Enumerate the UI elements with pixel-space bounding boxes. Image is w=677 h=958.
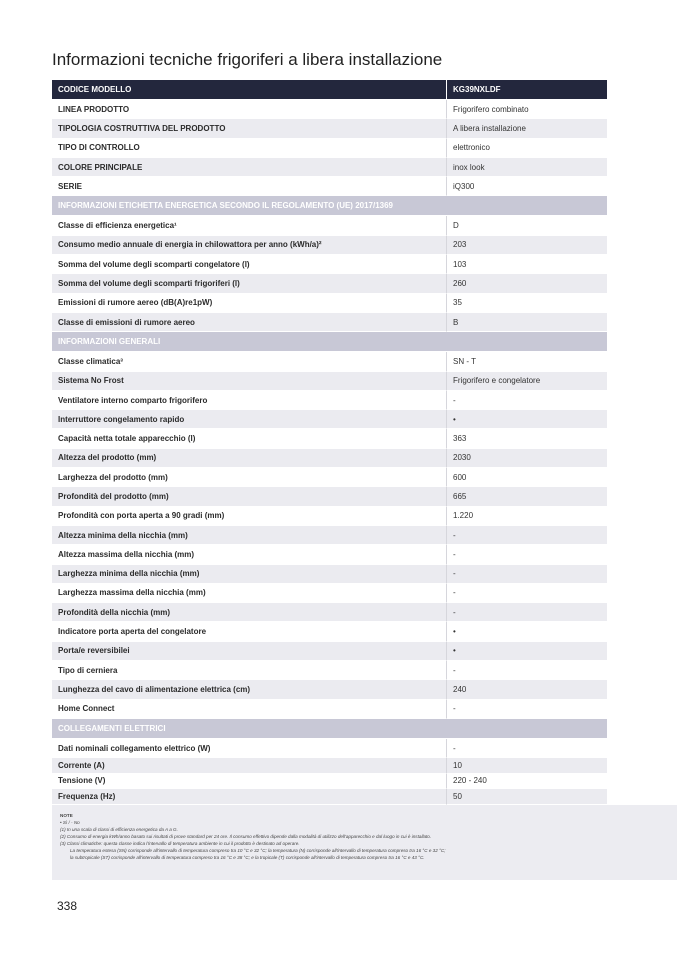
row-value: 103 — [446, 255, 607, 274]
row-value: - — [446, 661, 607, 680]
table-row — [52, 391, 607, 410]
table-row — [52, 487, 607, 506]
table-row — [52, 468, 607, 487]
row-label: Frequenza (Hz) — [52, 789, 446, 805]
table-row — [52, 545, 607, 564]
table-row — [52, 622, 607, 641]
page-title: Informazioni tecniche frigoriferi a libera installazione — [52, 50, 443, 69]
row-label: Tipo di cerniera — [52, 661, 446, 680]
table-row — [52, 603, 607, 622]
table-row — [52, 758, 607, 774]
table-row — [52, 507, 607, 526]
table-row — [52, 789, 607, 805]
row-value: - — [446, 391, 607, 410]
row-value: Frigorifero e congelatore — [446, 372, 607, 391]
table-row — [52, 774, 607, 790]
table-row — [52, 700, 607, 719]
table-row — [52, 216, 607, 235]
row-value: D — [446, 216, 607, 235]
table-row — [52, 139, 607, 158]
note-line: (1) In una scala di classi di efficienza energetica da A a G. — [60, 827, 178, 832]
table-row — [52, 429, 607, 448]
row-value: iQ300 — [446, 177, 607, 196]
row-value: 260 — [446, 274, 607, 293]
row-value: 240 — [446, 680, 607, 699]
row-label: Profondità del prodotto (mm) — [52, 487, 446, 506]
notes-box — [52, 805, 677, 880]
table-row — [52, 372, 607, 391]
row-value: elettronico — [446, 139, 607, 158]
table-row — [52, 565, 607, 584]
row-value: - — [446, 584, 607, 603]
table-row — [52, 294, 607, 313]
row-label: Larghezza minima della nicchia (mm) — [52, 565, 446, 584]
row-label: Altezza massima della nicchia (mm) — [52, 545, 446, 564]
row-label: Somma del volume degli scomparti congelatore (l) — [52, 255, 446, 274]
row-value: Frigorifero combinato — [446, 100, 607, 119]
table-row — [52, 158, 607, 177]
row-value: - — [446, 565, 607, 584]
notes-title: NOTE — [60, 813, 73, 818]
table-header-row — [52, 80, 607, 100]
row-value: A libera installazione — [446, 119, 607, 138]
row-label: Classe di emissioni di rumore aereo — [52, 313, 446, 332]
row-label: Profondità della nicchia (mm) — [52, 603, 446, 622]
note-line-indented: la subtropicale (ST) corrisponde all'intervallo di temperatura compreso tra 16 °C e 38 °C; e la tropicale (T) corrisponde all'intervallo di temperatura compreso tra 16 °C e 43 °C. — [70, 855, 425, 860]
table-row — [52, 584, 607, 603]
row-value: 35 — [446, 294, 607, 313]
row-label: Consumo medio annuale di energia in chilowattora per anno (kWh/a)² — [52, 236, 446, 255]
row-label: LINEA PRODOTTO — [52, 100, 446, 119]
row-value: - — [446, 545, 607, 564]
row-label: Home Connect — [52, 700, 446, 719]
section-general-info — [52, 332, 607, 352]
row-value: 220 - 240 — [446, 774, 607, 790]
section-title: COLLEGAMENTI ELETTRICI — [52, 719, 607, 739]
row-label: Capacità netta totale apparecchio (l) — [52, 429, 446, 448]
row-label: Larghezza massima della nicchia (mm) — [52, 584, 446, 603]
row-label: TIPO DI CONTROLLO — [52, 139, 446, 158]
row-label: Sistema No Frost — [52, 372, 446, 391]
row-value: - — [446, 526, 607, 545]
row-label: Corrente (A) — [52, 758, 446, 774]
row-value: - — [446, 603, 607, 622]
row-label: Dati nominali collegamento elettrico (W) — [52, 739, 446, 758]
table-row — [52, 236, 607, 255]
table-row — [52, 680, 607, 699]
row-value: - — [446, 739, 607, 758]
row-label: Classe di efficienza energetica¹ — [52, 216, 446, 235]
row-value: SN - T — [446, 352, 607, 371]
table-row — [52, 410, 607, 429]
row-label: TIPOLOGIA COSTRUTTIVA DEL PRODOTTO — [52, 119, 446, 138]
table-row — [52, 352, 607, 371]
row-label: Lunghezza del cavo di alimentazione elettrica (cm) — [52, 680, 446, 699]
table-row — [52, 661, 607, 680]
section-title: INFORMAZIONI GENERALI — [52, 332, 607, 352]
row-label: Profondità con porta aperta a 90 gradi (mm) — [52, 507, 446, 526]
table-row — [52, 739, 607, 758]
row-value: 600 — [446, 468, 607, 487]
header-model-code: KG39NXLDF — [446, 80, 607, 100]
row-label: Tensione (V) — [52, 774, 446, 790]
row-value: 50 — [446, 789, 607, 805]
row-value: 363 — [446, 429, 607, 448]
spec-table — [52, 80, 607, 805]
row-label: Larghezza del prodotto (mm) — [52, 468, 446, 487]
row-value: 203 — [446, 236, 607, 255]
row-value: 1.220 — [446, 507, 607, 526]
row-value: • — [446, 642, 607, 661]
row-value: inox look — [446, 158, 607, 177]
row-label: Ventilatore interno comparto frigorifero — [52, 391, 446, 410]
row-value: B — [446, 313, 607, 332]
note-line: (3) Classi climatiche: questa classe indica l'intervallo di temperatura ambiente in cui il prodotto è destinato ad operare. — [60, 841, 300, 846]
table-row — [52, 274, 607, 293]
note-line: (2) Consumo di energia kWh/anno basato sui risultati di prove standard per 24 ore. Il consumo effettivo dipende dalla modalità di utilizzo dell'apparecchio e dal luogo in cui è installato. — [60, 834, 432, 839]
row-label: COLORE PRINCIPALE — [52, 158, 446, 177]
row-label: Emissioni di rumore aereo (dB(A)re1pW) — [52, 294, 446, 313]
row-value: 10 — [446, 758, 607, 774]
table-row — [52, 119, 607, 138]
row-value: - — [446, 700, 607, 719]
row-value: 665 — [446, 487, 607, 506]
row-value: • — [446, 410, 607, 429]
table-row — [52, 255, 607, 274]
note-line-indented: La temperatura estesa (SN) corrisponde all'intervallo di temperatura compreso tra 10 °C e 32 °C; la temperatura (N) corrisponde all'intervallo di temperatura compreso tra 16 °C e 32 °C; — [70, 848, 446, 853]
section-electrical — [52, 719, 607, 739]
header-label: CODICE MODELLO — [52, 80, 446, 100]
row-label: SERIE — [52, 177, 446, 196]
table-row — [52, 526, 607, 545]
row-label: Altezza del prodotto (mm) — [52, 449, 446, 468]
table-row — [52, 642, 607, 661]
row-label: Somma del volume degli scomparti frigoriferi (l) — [52, 274, 446, 293]
section-title: INFORMAZIONI ETICHETTA ENERGETICA SECONDO IL REGOLAMENTO (UE) 2017/1369 — [52, 196, 607, 216]
row-label: Classe climatica³ — [52, 352, 446, 371]
table-row — [52, 313, 607, 332]
table-row — [52, 100, 607, 119]
row-label: Altezza minima della nicchia (mm) — [52, 526, 446, 545]
row-label: Porta/e reversibilei — [52, 642, 446, 661]
row-label: Interruttore congelamento rapido — [52, 410, 446, 429]
row-label: Indicatore porta aperta del congelatore — [52, 622, 446, 641]
row-value: 2030 — [446, 449, 607, 468]
table-row — [52, 177, 607, 196]
page-number: 338 — [57, 899, 78, 913]
section-energy-label — [52, 196, 607, 216]
note-line: • Sì / - No — [60, 820, 80, 825]
table-row — [52, 449, 607, 468]
row-value: • — [446, 622, 607, 641]
